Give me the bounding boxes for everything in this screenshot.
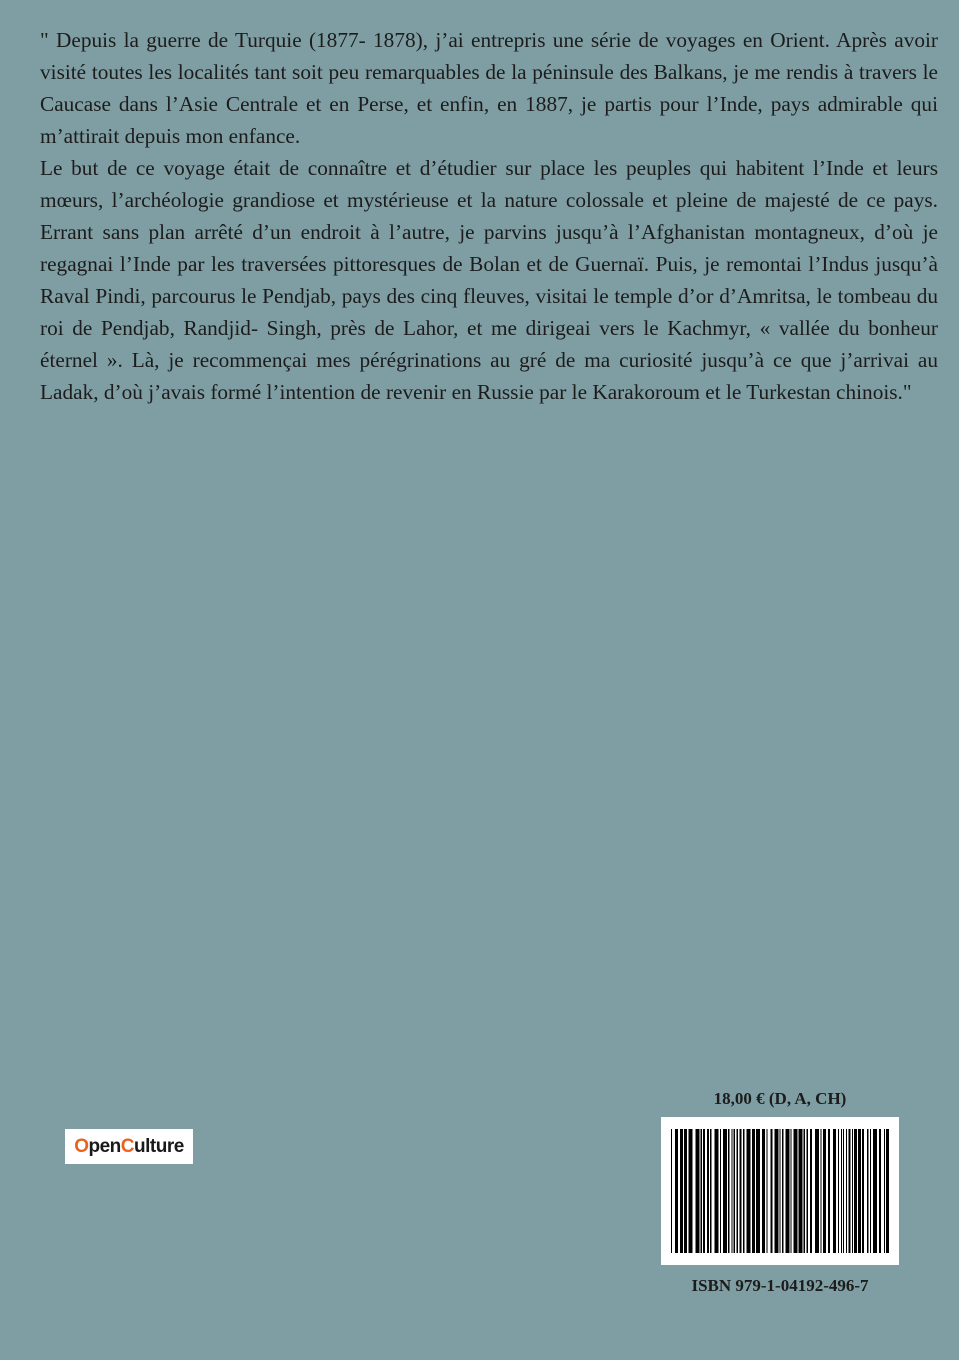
barcode-bar — [867, 1129, 869, 1253]
barcode-bar — [782, 1129, 784, 1253]
barcode-bar — [870, 1129, 871, 1253]
barcode-bar — [734, 1129, 736, 1253]
barcode-bar — [696, 1129, 700, 1253]
barcode-bar — [723, 1129, 727, 1253]
barcode-bar — [791, 1129, 792, 1253]
barcode — [661, 1117, 899, 1265]
barcode-bar — [710, 1129, 712, 1253]
barcode-bars — [671, 1129, 889, 1253]
barcode-bar — [732, 1129, 733, 1253]
barcode-bar — [762, 1129, 765, 1253]
barcode-bar — [767, 1129, 768, 1253]
barcode-bar — [815, 1129, 819, 1253]
barcode-bar — [849, 1129, 851, 1253]
logo-letter-c: C — [120, 1135, 134, 1157]
barcode-bar — [838, 1129, 839, 1253]
barcode-bar — [743, 1129, 745, 1253]
barcode-bar — [756, 1129, 760, 1253]
barcode-bar — [873, 1129, 877, 1253]
barcode-bar — [862, 1129, 864, 1253]
barcode-bar — [775, 1129, 779, 1253]
blurb-paragraph-2: Le but de ce voyage était de connaître et d’étudier sur place les peuples qui habitent l’Inde et leurs mœurs, l’archéologie grandiose et mystérieuse et la nature colossale et pleine de majesté de ce pays. Errant sans plan arrêté d’un endroit à l’autre, je parvins jusqu’à l’Afghanistan montagneux, d’où je regagnai l’Inde par les traversées pittoresques de Bolan et de Guernaï. Puis, je remontai l’Indus jusqu’à Raval Pindi, parcourus le Pendjab, pays des cinq fleuves, visitai le temple d’or d’Amritsa, le tombeau du roi de Pendjab, Randjid- Singh, près de Lahor, et me dirigeai vers le Kachmyr, « vallée du bonheur éternel ». Là, je recommençai mes pérégrinations au gré de ma curiosité jusqu’à ce que j’arrivai au Ladak, d’où j’avais formé l’intention de revenir en Russie par le Karakoroum et le Turkestan chinois." — [40, 156, 938, 404]
barcode-bar — [841, 1129, 842, 1253]
barcode-bar — [828, 1129, 830, 1253]
barcode-bar — [675, 1129, 678, 1253]
logo-letter-o: O — [74, 1135, 89, 1157]
barcode-bar — [884, 1129, 885, 1253]
barcode-bar — [684, 1129, 687, 1253]
barcode-bar — [720, 1129, 721, 1253]
barcode-bar — [794, 1129, 798, 1253]
barcode-bar — [707, 1129, 709, 1253]
barcode-bar — [804, 1129, 806, 1253]
isbn-label: ISBN 979-1-04192-496-7 — [691, 1276, 869, 1295]
barcode-bar — [689, 1129, 693, 1253]
back-cover-blurb — [40, 24, 938, 408]
barcode-bar — [701, 1129, 703, 1253]
barcode-bar — [740, 1129, 742, 1253]
barcode-bar — [843, 1129, 844, 1253]
barcode-bar — [821, 1129, 822, 1253]
barcode-bar — [786, 1129, 790, 1253]
barcode-bar — [747, 1129, 751, 1253]
logo-text-pen: pen — [88, 1135, 121, 1157]
barcode-bar — [810, 1129, 812, 1253]
barcode-bar — [799, 1129, 803, 1253]
barcode-bar — [680, 1129, 683, 1253]
barcode-bar — [852, 1129, 853, 1253]
barcode-bar — [858, 1129, 861, 1253]
barcode-bar — [823, 1129, 826, 1253]
barcode-bar — [771, 1129, 773, 1253]
publisher-logo — [65, 1129, 193, 1164]
barcode-bar — [807, 1129, 809, 1253]
logo-text-ulture: ulture — [134, 1135, 184, 1157]
barcode-bar — [879, 1129, 881, 1253]
barcode-bar — [671, 1129, 672, 1253]
blurb-paragraph-1: " Depuis la guerre de Turquie (1877- 1878), j’ai entrepris une série de voyages en Orient. Après avoir visité toutes les localités tant soit peu remarquables de la péninsule des Balkans, je me rendis à travers le Caucase dans l’Asie Centrale et en Perse, et enfin, en 1887, je partis pour l’Inde, pays admirable qui m’attirait depuis mon enfance. — [40, 28, 938, 148]
barcode-bar — [728, 1129, 730, 1253]
barcode-bar — [780, 1129, 781, 1253]
barcode-bar — [833, 1129, 836, 1253]
barcode-bar — [737, 1129, 739, 1253]
barcode-bar — [703, 1129, 705, 1253]
barcode-bar — [854, 1129, 857, 1253]
barcode-bar — [715, 1129, 719, 1253]
barcode-bar — [886, 1129, 889, 1253]
barcode-bar — [846, 1129, 847, 1253]
barcode-bar — [752, 1129, 755, 1253]
price-label: 18,00 € (D, A, CH) — [713, 1089, 847, 1108]
